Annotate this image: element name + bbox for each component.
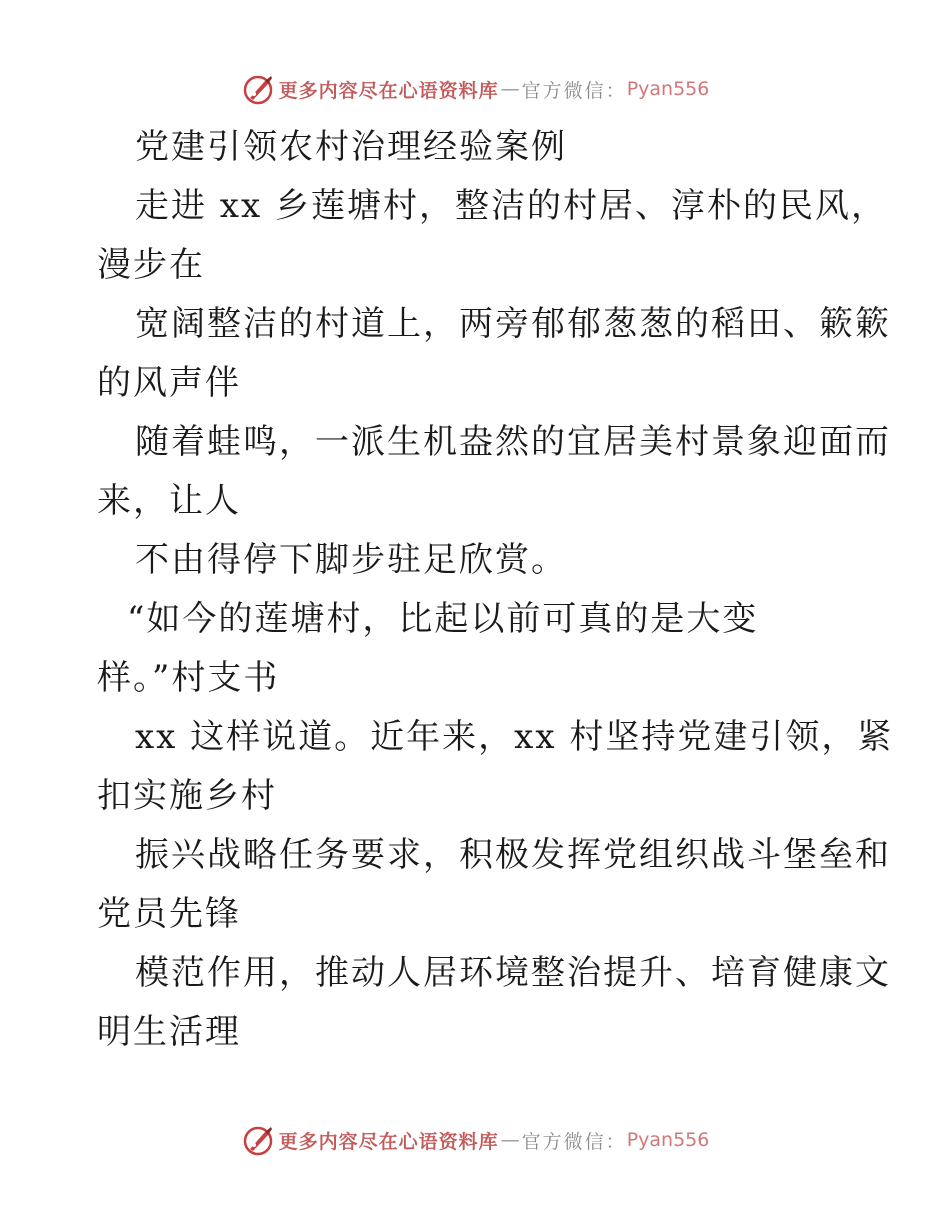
paragraph-line: 模范作用，推动人居环境整治提升、培育健康文 bbox=[135, 953, 891, 993]
document-title: 党建引领农村治理经验案例 bbox=[135, 127, 567, 167]
paragraph-line: 扣实施乡村 bbox=[97, 776, 277, 816]
watermark-site-name: 更多内容尽在心语资料库 bbox=[278, 1130, 499, 1153]
paragraph-line: 明生活理 bbox=[97, 1012, 241, 1052]
document-body bbox=[97, 118, 894, 1062]
watermark-dash: — bbox=[500, 1129, 520, 1151]
watermark-wechat-label: 官方微信： bbox=[521, 79, 627, 102]
watermark-wechat-id: Pyan556 bbox=[626, 78, 710, 100]
quill-logo-icon bbox=[241, 72, 275, 106]
paragraph-line: 党员先锋 bbox=[97, 894, 241, 934]
paragraph-line: “如今的莲塘村，比起以前可真的是大变 bbox=[127, 599, 759, 639]
paragraph-line: 不由得停下脚步驻足欣赏。 bbox=[135, 540, 567, 580]
paragraph-line: 样。”村支书 bbox=[97, 658, 280, 698]
watermark-dash: — bbox=[500, 78, 520, 100]
quill-logo-icon bbox=[241, 1123, 275, 1157]
paragraph-line: 走进 xx 乡莲塘村，整洁的村居、淳朴的民风， bbox=[135, 186, 887, 226]
paragraph-line: 随着蛙鸣，一派生机盎然的宜居美村景象迎面而 bbox=[135, 422, 891, 462]
watermark-wechat-id: Pyan556 bbox=[626, 1129, 710, 1151]
watermark-wechat-label: 官方微信： bbox=[521, 1130, 627, 1153]
paragraph-line: 振兴战略任务要求，积极发挥党组织战斗堡垒和 bbox=[135, 835, 891, 875]
paragraph-line: xx 这样说道。近年来，xx 村坚持党建引领，紧 bbox=[135, 717, 894, 757]
paragraph-line: 的风声伴 bbox=[97, 363, 241, 403]
paragraph-line: 来，让人 bbox=[97, 481, 241, 521]
paragraph-line: 漫步在 bbox=[97, 245, 205, 285]
footer-watermark bbox=[0, 1120, 950, 1160]
paragraph-line: 宽阔整洁的村道上，两旁郁郁葱葱的稻田、簌簌 bbox=[135, 304, 891, 344]
watermark-site-name: 更多内容尽在心语资料库 bbox=[278, 79, 499, 102]
header-watermark bbox=[0, 69, 950, 109]
